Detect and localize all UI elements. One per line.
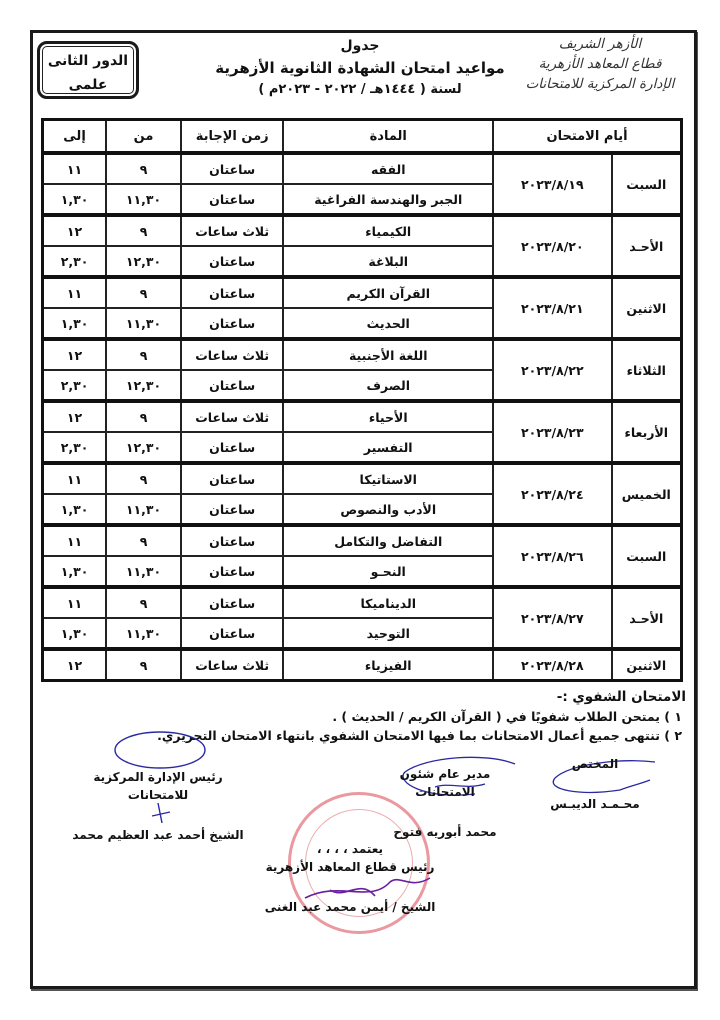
note-item-1: ١ ) يمتحن الطلاب شفويًا في ( القرآن الكريم / الحديث ) .: [332, 709, 682, 724]
from-cell: ٩: [106, 339, 181, 370]
letterhead-line-3: الإدارة المركزية للامتحانات: [525, 76, 675, 92]
duration-cell: ساعتان: [181, 525, 283, 556]
signature-name: محمد أبوريه فتوح: [393, 825, 497, 839]
exam-day: الاثنين: [612, 649, 682, 681]
exam-date: ٢٠٢٣/٨/٢٤: [493, 463, 611, 525]
notes-title: الامتحان الشفوي :-: [556, 689, 686, 705]
session-badge: [37, 41, 139, 99]
from-cell: ٩: [106, 215, 181, 246]
to-cell: ١١: [43, 153, 107, 184]
to-cell: ١١: [43, 277, 107, 308]
header-from: من: [106, 120, 181, 154]
exam-day: الاثنين: [612, 277, 682, 339]
exam-day: الخميس: [612, 463, 682, 525]
table-row: [43, 339, 682, 370]
note-item-2: ٢ ) تنتهى جميع أعمال الامتحانات بما فيها الامتحان الشفوي بانتهاء الامتحان التحريري.: [157, 728, 682, 743]
from-cell: ٩: [106, 401, 181, 432]
duration-cell: ساعتان: [181, 618, 283, 649]
letterhead-line-2: قطاع المعاهد الأزهرية: [538, 56, 662, 72]
to-cell: ١٢: [43, 215, 107, 246]
duration-cell: ثلاث ساعات: [181, 215, 283, 246]
table-row: [43, 153, 682, 184]
subject-cell: البلاغة: [283, 246, 493, 277]
from-cell: ٩: [106, 153, 181, 184]
table-row: [43, 463, 682, 494]
subject-cell: الفيزياء: [283, 649, 493, 681]
from-cell: ٩: [106, 463, 181, 494]
table-row: [43, 277, 682, 308]
table-header-row: [43, 120, 682, 154]
duration-cell: ثلاث ساعات: [181, 401, 283, 432]
to-cell: ٢,٣٠: [43, 246, 107, 277]
to-cell: ١١: [43, 587, 107, 618]
signature-name: الشيخ / أيمن محمد عبد الغنى: [264, 900, 436, 914]
to-cell: ١٢: [43, 339, 107, 370]
table-row: [43, 649, 682, 681]
to-cell: ١,٣٠: [43, 494, 107, 525]
exam-day: السبت: [612, 525, 682, 587]
exam-day: الأربعاء: [612, 401, 682, 463]
signature-name: محـمـد الديبـس: [550, 797, 640, 811]
session-label: الدور الثانى: [47, 53, 129, 69]
approval-label: يعتمد ، ، ، ،: [316, 842, 384, 856]
header-to: إلى: [43, 120, 107, 154]
subject-cell: الفقه: [283, 153, 493, 184]
from-cell: ١٢,٣٠: [106, 246, 181, 277]
subject-cell: الاستاتيكا: [283, 463, 493, 494]
duration-cell: ساعتان: [181, 463, 283, 494]
duration-cell: ساعتان: [181, 432, 283, 463]
from-cell: ٩: [106, 649, 181, 681]
to-cell: ١١: [43, 463, 107, 494]
subject-cell: اللغة الأجنبية: [283, 339, 493, 370]
to-cell: ١,٣٠: [43, 308, 107, 339]
from-cell: ١١,٣٠: [106, 308, 181, 339]
signature-general-manager: [370, 765, 520, 841]
exam-date: ٢٠٢٣/٨/٢٠: [493, 215, 611, 277]
subject-cell: القرآن الكريم: [283, 277, 493, 308]
duration-cell: ساعتان: [181, 153, 283, 184]
title-line-3: لسنة ( ١٤٤٤هـ / ٢٠٢٢ - ٢٠٢٣م ): [258, 82, 462, 97]
header-subject: المادة: [283, 120, 493, 154]
signature-name: الشيخ أحمد عبد العظيم محمد: [72, 828, 244, 842]
letterhead-line-1: الأزهر الشريف: [558, 36, 642, 52]
exam-date: ٢٠٢٣/٨/٢٧: [493, 587, 611, 649]
subject-cell: الحديث: [283, 308, 493, 339]
to-cell: ٢,٣٠: [43, 370, 107, 401]
exam-date: ٢٠٢٣/٨/١٩: [493, 153, 611, 215]
signature-title: رئيس الإدارة المركزية للامتحانات: [93, 770, 223, 802]
exam-day: الأحـد: [612, 215, 682, 277]
table-body: [43, 153, 682, 681]
duration-cell: ثلاث ساعات: [181, 339, 283, 370]
letterhead-logo: [510, 34, 690, 94]
from-cell: ٩: [106, 277, 181, 308]
title-line-1: جدول: [340, 38, 380, 54]
to-cell: ١٢: [43, 401, 107, 432]
subject-cell: التوحيد: [283, 618, 493, 649]
exam-date: ٢٠٢٣/٨/٢٢: [493, 339, 611, 401]
from-cell: ١٢,٣٠: [106, 432, 181, 463]
from-cell: ١١,٣٠: [106, 618, 181, 649]
exam-date: ٢٠٢٣/٨/٢٦: [493, 525, 611, 587]
exam-day: الأحـد: [612, 587, 682, 649]
signature-title: المختص: [571, 757, 619, 771]
signature-specialist: [545, 755, 645, 813]
signature-sector-head: [250, 840, 450, 916]
subject-cell: الصرف: [283, 370, 493, 401]
signature-central-head: [68, 768, 248, 844]
exam-day: السبت: [612, 153, 682, 215]
signature-title: رئيس قطاع المعاهد الأزهرية: [265, 860, 435, 874]
track-label: علمى: [68, 77, 108, 93]
from-cell: ١٢,٣٠: [106, 370, 181, 401]
from-cell: ١١,٣٠: [106, 494, 181, 525]
duration-cell: ساعتان: [181, 556, 283, 587]
subject-cell: الأدب والنصوص: [283, 494, 493, 525]
subject-cell: الكيمياء: [283, 215, 493, 246]
title-line-2: مواعيد امتحان الشهادة الثانوية الأزهرية: [215, 59, 505, 77]
duration-cell: ساعتان: [181, 587, 283, 618]
to-cell: ١,٣٠: [43, 618, 107, 649]
duration-cell: ثلاث ساعات: [181, 649, 283, 681]
header-duration: زمن الإجابة: [181, 120, 283, 154]
from-cell: ١١,٣٠: [106, 556, 181, 587]
to-cell: ٢,٣٠: [43, 432, 107, 463]
signature-title: مدير عام شئون الامتحانات: [399, 767, 491, 799]
duration-cell: ساعتان: [181, 184, 283, 215]
subject-cell: التفاضل والتكامل: [283, 525, 493, 556]
table-row: [43, 401, 682, 432]
exam-date: ٢٠٢٣/٨/٢٣: [493, 401, 611, 463]
duration-cell: ساعتان: [181, 308, 283, 339]
exam-date: ٢٠٢٣/٨/٢٨: [493, 649, 611, 681]
from-cell: ٩: [106, 587, 181, 618]
to-cell: ١,٣٠: [43, 556, 107, 587]
table-row: [43, 587, 682, 618]
header-days: أيام الامتحان: [493, 120, 681, 154]
table-row: [43, 215, 682, 246]
exam-schedule-table: [41, 118, 683, 682]
from-cell: ١١,٣٠: [106, 184, 181, 215]
exam-day: الثلاثاء: [612, 339, 682, 401]
duration-cell: ساعتان: [181, 277, 283, 308]
to-cell: ١١: [43, 525, 107, 556]
duration-cell: ساعتان: [181, 370, 283, 401]
duration-cell: ساعتان: [181, 494, 283, 525]
document-title: [205, 36, 515, 100]
subject-cell: الأحياء: [283, 401, 493, 432]
exam-date: ٢٠٢٣/٨/٢١: [493, 277, 611, 339]
table-row: [43, 525, 682, 556]
to-cell: ١,٣٠: [43, 184, 107, 215]
subject-cell: الديناميكا: [283, 587, 493, 618]
subject-cell: التفسير: [283, 432, 493, 463]
from-cell: ٩: [106, 525, 181, 556]
to-cell: ١٢: [43, 649, 107, 681]
subject-cell: الجبر والهندسة الفراغية: [283, 184, 493, 215]
duration-cell: ساعتان: [181, 246, 283, 277]
subject-cell: النحـو: [283, 556, 493, 587]
